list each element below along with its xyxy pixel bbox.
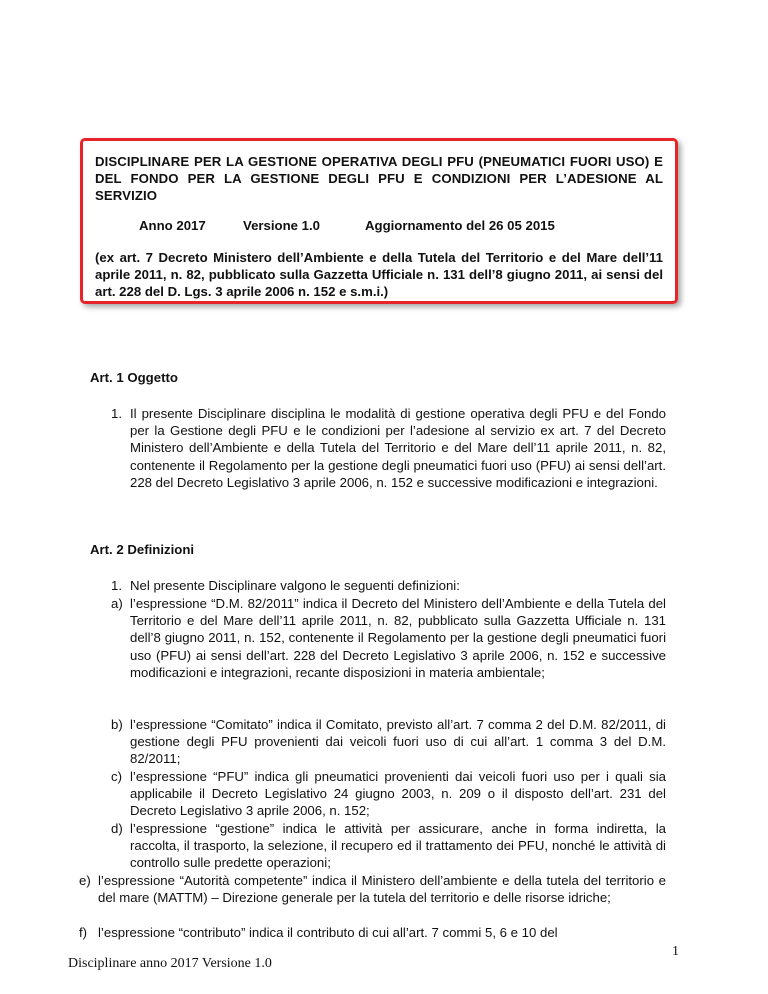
article-1-heading: Art. 1 Oggetto bbox=[90, 370, 178, 385]
document-title: DISCIPLINARE PER LA GESTIONE OPERATIVA DEGLI PFU (PNEUMATICI FUORI USO) E DEL FONDO PER LA GESTIONE DEGLI PFU E CONDIZIONI PER L’ADESIONE AL SERVIZIO bbox=[95, 154, 663, 203]
list-letter: c) bbox=[111, 769, 122, 784]
list-letter: d) bbox=[111, 821, 123, 836]
definition-text: l’espressione “PFU” indica gli pneumatici provenienti dai veicoli fuori uso per i quali sia applicabile il Decreto Legislativo 24 giugno 2003, n. 209 o il disposto dell’art. 231 del Decreto Legislativo 3 aprile 2006, n. 152; bbox=[130, 769, 666, 819]
list-letter: a) bbox=[111, 596, 123, 611]
update-label: Aggiornamento del 26 05 2015 bbox=[365, 218, 555, 233]
article-2-paragraph-1 bbox=[111, 577, 666, 594]
definition-e bbox=[79, 872, 666, 906]
paragraph-number: 1. bbox=[111, 578, 122, 593]
definition-a bbox=[111, 595, 666, 681]
version-label: Versione 1.0 bbox=[243, 218, 320, 233]
version-row bbox=[95, 218, 663, 233]
paragraph-text: Il presente Disciplinare disciplina le modalità di gestione operativa degli PFU e del Fondo per la Gestione degli PFU e le condizioni per l’adesione al servizio ex art. 7 del Decreto Ministero dell’Ambiente e della Tutela del Territorio e del Mare dell’11 aprile 2011, n. 82, contenente il Regolamento per la gestione degli pneumatici fuori uso (PFU) ai sensi dell’art. 228 del Decreto Legislativo 3 aprile 2006, n. 152 e successive modificazioni e integrazioni. bbox=[130, 406, 666, 490]
definition-text: l’espressione “D.M. 82/2011” indica il Decreto del Ministero dell’Ambiente e della Tutela del Territorio e del Mare dell’11 aprile 2011, n. 82, pubblicato sulla Gazzetta Ufficiale n. 131 dell’8 giugno 2011, n. 152, contenente il Regolamento per la gestione degli pneumatici fuori uso (PFU) ai sensi dell’art. 228 del Decreto Legislativo 3 aprile 2006, n. 152 e successive modificazioni e integrazioni, recante disposizioni in materia ambientale; bbox=[130, 596, 666, 680]
list-letter: e) bbox=[79, 873, 91, 888]
list-letter: b) bbox=[111, 717, 123, 732]
definition-c bbox=[111, 768, 666, 820]
footer-text: Disciplinare anno 2017 Versione 1.0 bbox=[68, 956, 272, 971]
legal-reference: (ex art. 7 Decreto Ministero dell’Ambiente e della Tutela del Territorio e del Mare dell’11 aprile 2011, n. 82, pubblicato sulla Gazzetta Ufficiale n. 131 dell’8 giugno 2011, ai sensi del art. 228 del D. Lgs. 3 aprile 2006 n. 152 e s.m.i.) bbox=[95, 250, 663, 299]
definition-b bbox=[111, 716, 666, 768]
definition-text: l’espressione “gestione” indica le attività per assicurare, anche in forma indiretta, la raccolta, il trasporto, la selezione, il recupero ed il trattamento dei PFU, nonché le attività di controllo sulle predette operazioni; bbox=[130, 821, 666, 871]
paragraph-number: 1. bbox=[111, 406, 122, 421]
page-number: 1 bbox=[672, 944, 679, 959]
title-box bbox=[80, 138, 678, 304]
paragraph-text: Nel presente Disciplinare valgono le seguenti definizioni: bbox=[130, 578, 460, 593]
year-label: Anno 2017 bbox=[139, 218, 206, 233]
definition-d bbox=[111, 820, 666, 872]
list-letter: f) bbox=[79, 925, 88, 940]
definition-text: l’espressione “contributo” indica il contributo di cui all’art. 7 commi 5, 6 e 10 del bbox=[98, 925, 558, 940]
definition-f bbox=[79, 924, 666, 941]
article-2-heading: Art. 2 Definizioni bbox=[90, 542, 195, 557]
definition-text: l’espressione “Comitato” indica il Comitato, previsto all’art. 7 comma 2 del D.M. 82/2011, di gestione degli PFU provenienti dai veicoli fuori uso di cui all’art. 1 comma 3 del D.M. 82/2011; bbox=[130, 717, 666, 767]
article-1-paragraph-1 bbox=[111, 405, 666, 491]
definition-text: l’espressione “Autorità competente” indica il Ministero dell’ambiente e della tutela del territorio e del mare (MATTM) – Direzione generale per la tutela del territorio e delle risorse idriche; bbox=[98, 873, 666, 906]
